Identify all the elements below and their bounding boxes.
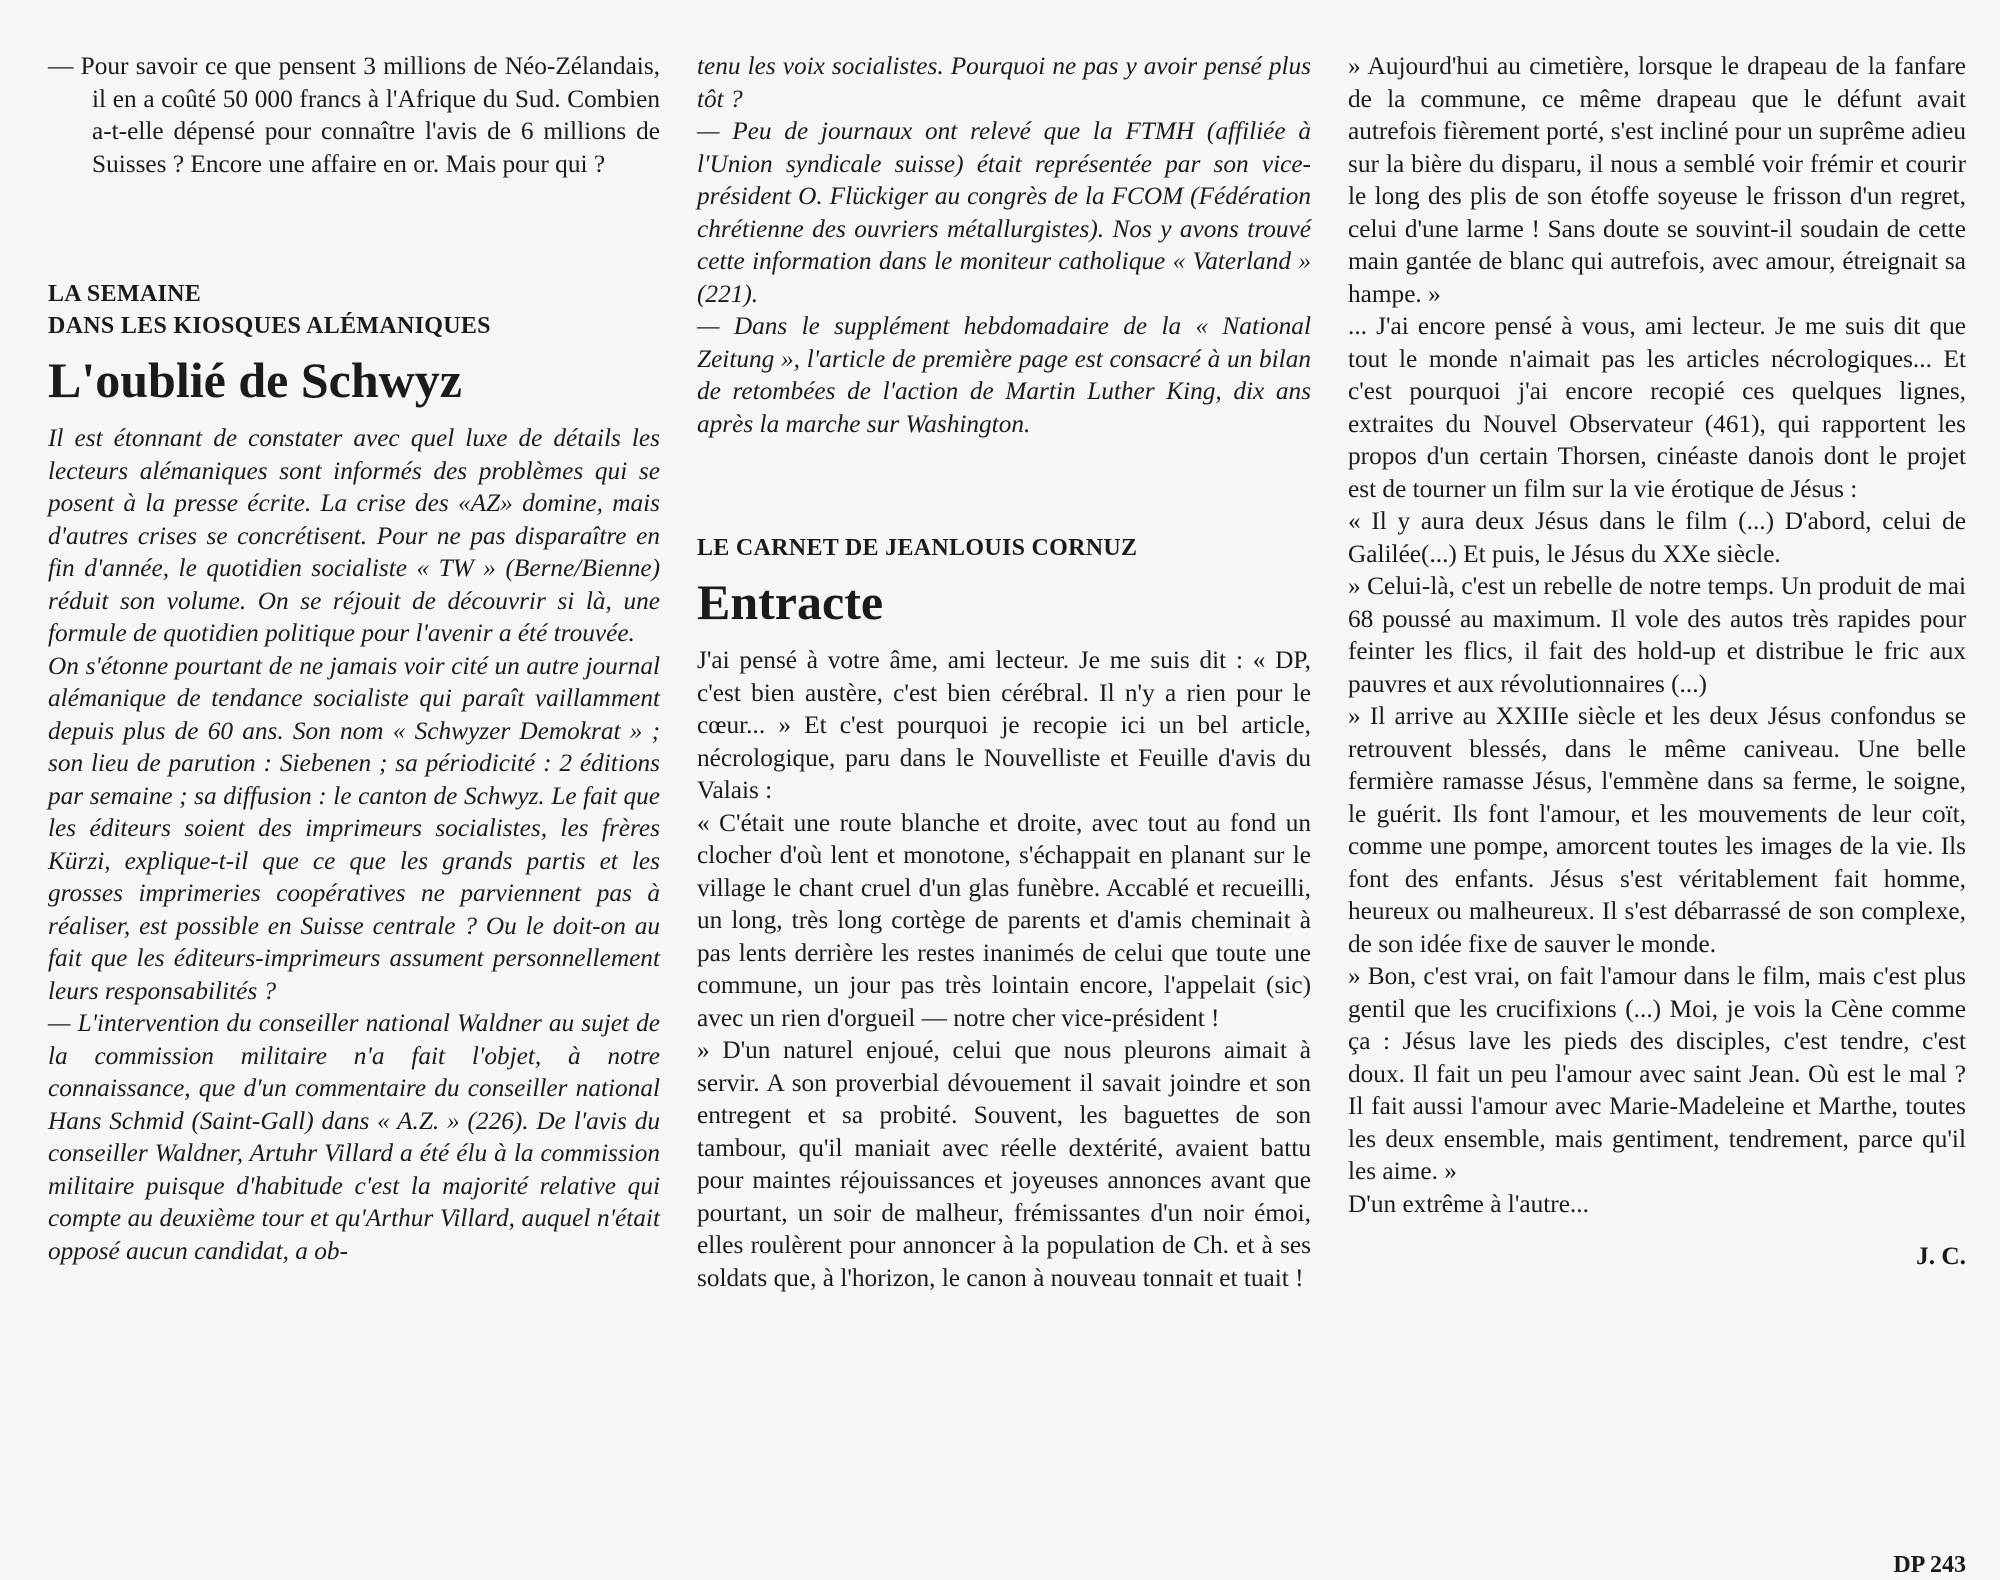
article-paragraph: Il est étonnant de constater avec quel luxe de détails les lecteurs alémaniques sont informés des problèmes qui se posent à la presse écrite. La crise des «AZ» domine, mais d'autres crises se concrétisent. Pour ne pas disparaître en fin d'année, le quotidien socialiste « TW » (Berne/Bienne) réduit son volume. On se réjouit de découvrir si là, une formule de quotidien politique pour l'avenir a été trouvée. bbox=[48, 424, 660, 647]
article-paragraph: — Dans le supplément hebdomadaire de la « National Zeitung », l'article de première page est consacré à un bilan de retombées de l'action de Martin Luther King, dix ans après la marche sur Washington. bbox=[697, 312, 1311, 438]
section-kicker: LE CARNET DE JEANLOUIS CORNUZ bbox=[697, 535, 1138, 561]
article-paragraph: — L'intervention du conseiller national Waldner au sujet de la commission militaire n'a fait l'objet, à notre connaissance, que d'un commentaire du conseiller national Hans Schmid (Saint-Gall) dans « A.Z. » (226). De l'avis du conseiller Waldner, Artuhr Villard a été élu à la commission militaire puisque d'habitude c'est la majorité relative qui compte au deuxième tour et qu'Arthur Villard, auquel n'était opposé aucun candidat, a ob- bbox=[48, 1009, 660, 1265]
article-paragraph: D'un extrême à l'autre... bbox=[1348, 1189, 1589, 1218]
intro-paragraph: — Pour savoir ce que pensent 3 millions de Néo-Zélandais, il en a coûté 50 000 francs à l'Afrique du Sud. Combien a-t-elle dépensé pour connaître l'avis de 6 millions de Suisses ? Encore une affaire en or. Mais pour qui ? bbox=[48, 52, 660, 178]
article-paragraph: — Peu de journaux ont relevé que la FTMH (affiliée à l'Union syndicale suisse) était représentée par son vice-président O. Flückiger au congrès de la FCOM (Fédération chrétienne des ouvriers métallurgistes). Nos y avons trouvé cette information dans le moniteur catholique « Vaterland » (221). bbox=[697, 117, 1311, 308]
article-paragraph: » Aujourd'hui au cimetière, lorsque le drapeau de la fanfare de la commune, ce même drapeau que le défunt avait autrefois fièrement porté, s'est incliné pour un suprême adieu sur la bière du disparu, il nous a semblé voir frémir et courir le long des plis de son étoffe soyeuse le frisson d'un regret, celui d'une larme ! Sans doute se souvint-il soudain de cette main gantée de blanc qui autrefois, avec amour, étreignait sa hampe. » bbox=[1348, 52, 1966, 308]
article-headline: L'oublié de Schwyz bbox=[48, 352, 462, 408]
section-kicker bbox=[48, 278, 660, 342]
article-paragraph: « C'était une route blanche et droite, avec tout au fond un clocher d'où lent et monotone, s'échappait en planant sur le village le chant cruel d'un glas funèbre. Accablé et recueilli, un long, très long cortège de parents et d'amis cheminait à pas lents derrière les restes inanimés de celui que toute une commune, un jour pas très lointain encore, l'appelait (sic) avec un rien d'orgueil — notre cher vice-président ! bbox=[697, 808, 1311, 1032]
column-right bbox=[1348, 50, 1966, 1273]
kicker-line-2: DANS LES KIOSQUES ALÉMANIQUES bbox=[48, 313, 491, 339]
article-paragraph: « Il y aura deux Jésus dans le film (...) D'abord, celui de Galilée(...) Et puis, le Jésus du XXe siècle. bbox=[1348, 507, 1966, 568]
article-paragraph: » Bon, c'est vrai, on fait l'amour dans le film, mais c'est plus gentil que les crucifixions (...) Moi, je vois la Cène comme ça : Jésus lave les pieds des disciples, c'est tendre, c'est doux. Il fait un peu l'amour avec saint Jean. Où est le mal ? Il fait aussi l'amour avec Marie-Madeleine et Marthe, toutes les deux ensemble, mais gentiment, tendrement, parce qu'il les aime. » bbox=[1348, 962, 1966, 1185]
author-signature: J. C. bbox=[1916, 1242, 1966, 1270]
article-paragraph: On s'étonne pourtant de ne jamais voir cité un autre journal alémanique de tendance socialiste qui paraît vaillamment depuis plus de 60 ans. Son nom « Schwyzer Demokrat » ; son lieu de parution : Siebenen ; sa périodicité : 2 éditions par semaine ; sa diffusion : le canton de Schwyz. Le fait que les éditeurs soient des imprimeurs socialistes, les frères Kürzi, explique-t-il que ce que les grands partis et les grosses imprimeries coopératives ne parviennent pas à réaliser, est possible en Suisse centrale ? Ou le doit-on au fait que les éditeurs-imprimeurs assument personnellement leurs responsabilités ? bbox=[48, 651, 660, 1005]
article-paragraph: » Il arrive au XXIIIe siècle et les deux Jésus confondus se retrouvent blessés, dans le même caniveau. Une belle fermière ramasse Jésus, l'emmène dans sa ferme, le soigne, le guérit. Ils font l'amour, et les mouvements de leur coït, comme une pompe, amorcent toutes les images de la vie. Ils font des enfants. Jésus s'est véritablement fait homme, heureux ou malheureux. Il s'est débarrassé de son complexe, de son idée fixe de sauver le monde. bbox=[1348, 702, 1966, 958]
page-number: DP 243 bbox=[1893, 1552, 1966, 1578]
article-paragraph: » Celui-là, c'est un rebelle de notre temps. Un produit de mai 68 poussé au maximum. Il vole des autos très rapides pour feinter les flics, il fait des hold-up et distribue le fric aux pauvres et aux révolutionnaires (...) bbox=[1348, 572, 1966, 698]
column-middle bbox=[697, 50, 1311, 1294]
article-headline: Entracte bbox=[697, 574, 884, 630]
column-left bbox=[48, 50, 660, 1267]
article-paragraph: tenu les voix socialistes. Pourquoi ne pas y avoir pensé plus tôt ? bbox=[697, 52, 1311, 113]
article-paragraph: » D'un naturel enjoué, celui que nous pleurons aimait à servir. A son proverbial dévouement il savait joindre et son entregent et sa probité. Souvent, les baguettes de son tambour, qu'il maniait avec réelle dextérité, avaient battu pour maintes réjouissances et joyeuses annonces avant que pourtant, un soir de malheur, frémissantes d'un noir émoi, elles roulèrent pour annoncer à la population de Ch. et à ses soldats que, à l'horizon, le canon à nouveau tonnait et tuait ! bbox=[697, 1036, 1311, 1292]
article-paragraph: J'ai pensé à votre âme, ami lecteur. Je me suis dit : « DP, c'est bien austère, c'est bien cérébral. Il n'y a rien pour le cœur... » Et c'est pourquoi je recopie ici un bel article, nécrologique, paru dans le Nouvelliste et Feuille d'avis du Valais : bbox=[697, 646, 1311, 804]
kicker-line-1: LA SEMAINE bbox=[48, 281, 202, 307]
article-paragraph: ... J'ai encore pensé à vous, ami lecteur. Je me suis dit que tout le monde n'aimait pas les articles nécrologiques... Et c'est pourquoi j'ai encore recopié ces quelques lignes, extraites du Nouvel Observateur (461), qui rapportent les propos d'un certain Thorsen, cinéaste danois dont le projet est de tourner un film sur la vie érotique de Jésus : bbox=[1348, 312, 1966, 503]
